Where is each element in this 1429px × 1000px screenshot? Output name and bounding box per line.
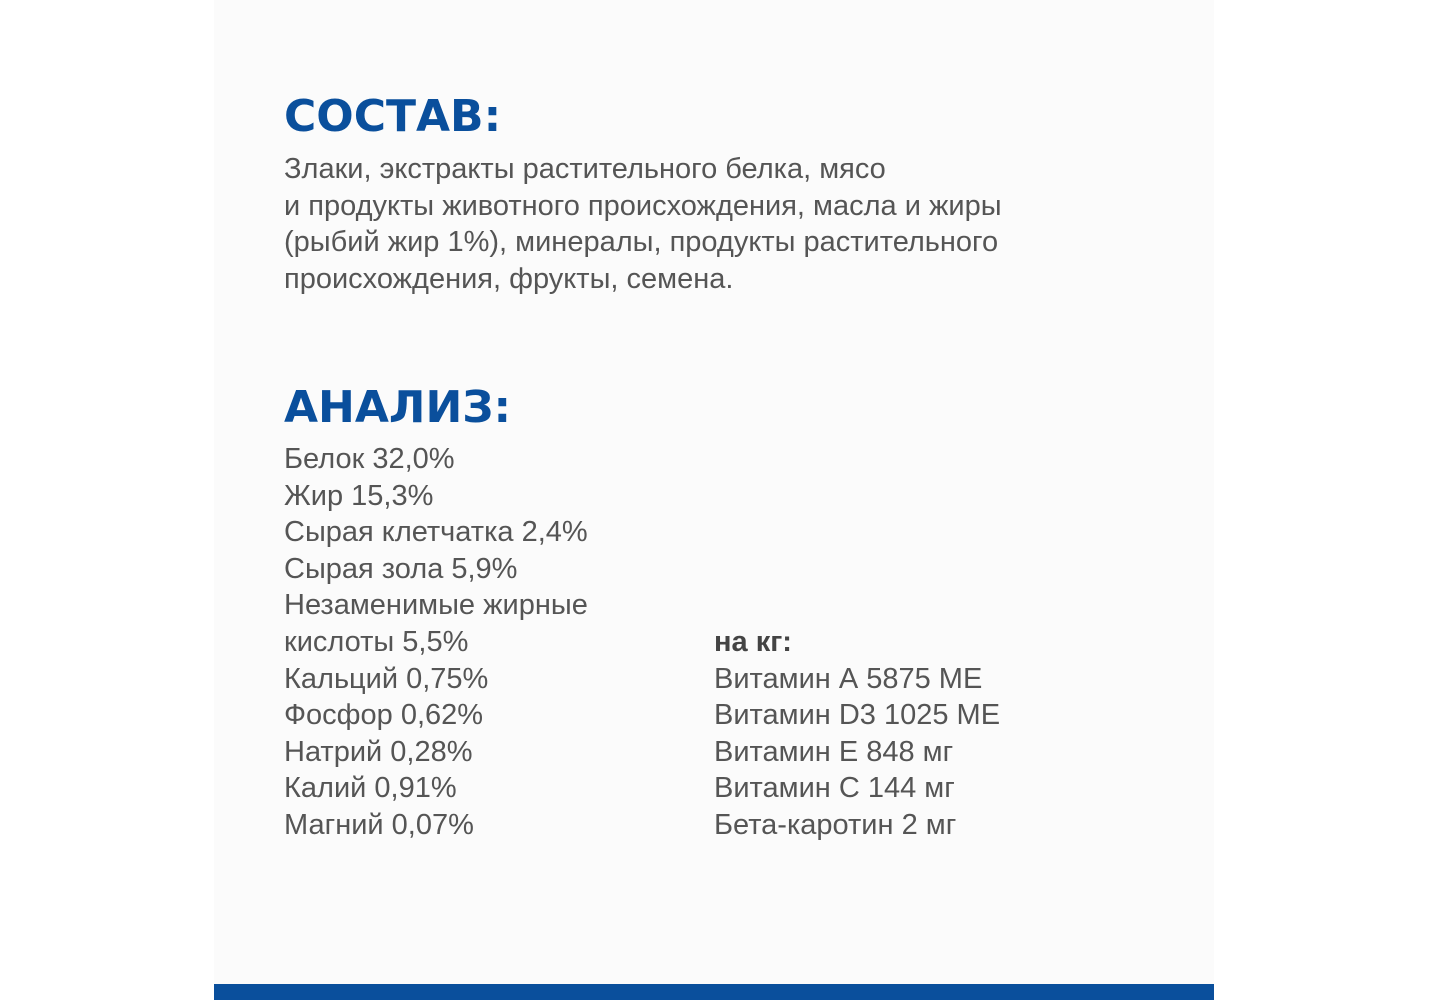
- analysis-item: Калий 0,91%: [284, 772, 457, 805]
- analysis-heading: АНАЛИЗ:: [284, 382, 512, 433]
- vitamin-item: Витамин А 5875 МЕ: [714, 662, 983, 695]
- composition-line: Злаки, экстракты растительного белка, мясо: [284, 153, 886, 185]
- composition-line: происхождения, фрукты, семена.: [284, 262, 734, 295]
- analysis-item: Магний 0,07%: [284, 808, 474, 841]
- nutrition-card: [214, 0, 1214, 1000]
- composition-heading: СОСТАВ:: [284, 91, 502, 142]
- analysis-item: кислоты 5,5%: [284, 625, 469, 658]
- analysis-item: Натрий 0,28%: [284, 735, 473, 768]
- composition-text: [284, 151, 1164, 297]
- analysis-list: [284, 441, 588, 844]
- vitamin-item: Витамин D3 1025 МЕ: [714, 699, 1001, 732]
- vitamin-item: Бета-каротин 2 мг: [714, 808, 957, 841]
- analysis-item: Белок 32,0%: [284, 443, 455, 475]
- vitamin-item: Витамин С 144 мг: [714, 772, 955, 805]
- vitamin-item: Витамин Е 848 мг: [714, 735, 954, 768]
- bottom-accent-bar: [214, 984, 1214, 1000]
- composition-line: и продукты животного происхождения, масла и жиры: [284, 189, 1002, 222]
- per-kg-title: на кг:: [714, 626, 792, 658]
- analysis-item: Фосфор 0,62%: [284, 699, 484, 732]
- composition-line: (рыбий жир 1%), минералы, продукты растительного: [284, 226, 999, 259]
- analysis-item: Незаменимые жирные: [284, 589, 588, 622]
- analysis-item: Сырая зола 5,9%: [284, 552, 518, 585]
- analysis-item: Кальций 0,75%: [284, 662, 489, 695]
- vitamin-list: [714, 661, 1000, 844]
- analysis-item: Жир 15,3%: [284, 479, 434, 512]
- per-kg-section: [714, 624, 1000, 844]
- analysis-item: Сырая клетчатка 2,4%: [284, 516, 588, 549]
